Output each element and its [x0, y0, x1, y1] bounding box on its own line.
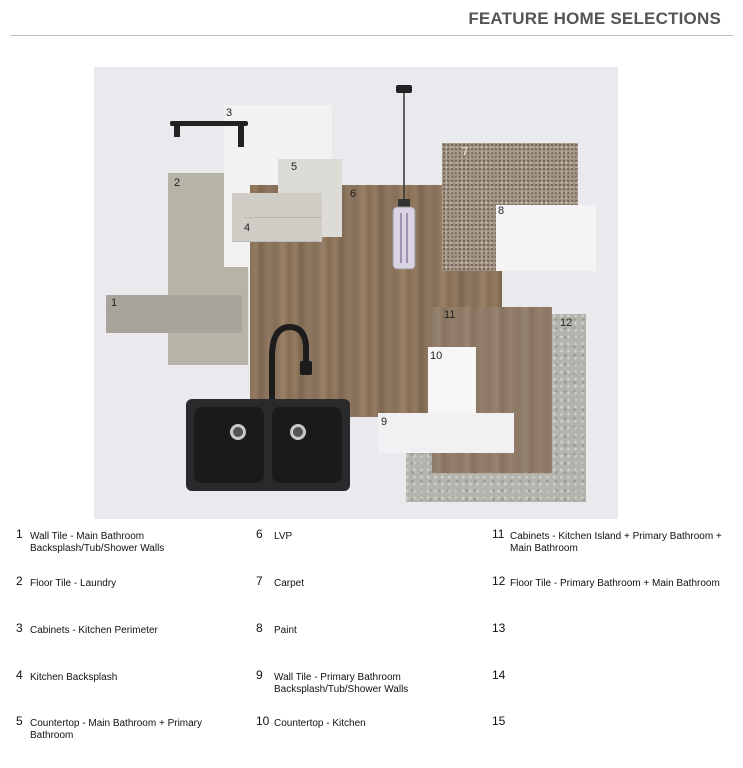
legend-item [492, 527, 730, 555]
legend-label: Wall Tile - Main Bathroom Backsplash/Tub/Shower Walls [30, 531, 165, 554]
legend-label: Wall Tile - Primary Bathroom Backsplash/Tub/Shower Walls [274, 672, 409, 695]
legend-number: 3 [16, 621, 23, 635]
legend-label [510, 718, 730, 730]
legend-item [492, 714, 730, 730]
swatch-number-5: 5 [291, 161, 298, 173]
legend-number: 14 [492, 668, 506, 682]
legend-item [492, 574, 738, 590]
legend-number: 4 [16, 668, 23, 682]
legend-item [492, 668, 730, 684]
legend-number: 15 [492, 714, 506, 728]
legend-number: 2 [16, 574, 23, 588]
backsplash-grout-line [244, 217, 322, 218]
swatch-number-7: 7 [462, 146, 469, 158]
sink-image [186, 399, 350, 491]
legend-number: 12 [492, 574, 506, 588]
legend-label: Floor Tile - Primary Bathroom + Main Bathroom [510, 578, 720, 589]
legend-label: Cabinets - Kitchen Island + Primary Bathroom + Main Bathroom [510, 531, 722, 554]
page-title: FEATURE HOME SELECTIONS [468, 9, 721, 28]
legend-item [16, 714, 210, 742]
swatch-number-1: 1 [111, 297, 118, 309]
title-divider [10, 35, 733, 36]
legend-label: Paint [274, 625, 297, 636]
legend-label: Carpet [274, 578, 305, 589]
legend-item [256, 714, 494, 730]
swatch-number-3: 3 [226, 107, 233, 119]
legend-item [256, 574, 494, 590]
legend-item [256, 668, 424, 696]
legend-number: 5 [16, 714, 23, 728]
legend-label: LVP [274, 531, 293, 542]
legend-label [510, 625, 730, 637]
legend-item [16, 574, 250, 590]
legend-label: Countertop - Main Bathroom + Primary Bathroom [30, 718, 203, 741]
legend-number: 11 [492, 527, 505, 541]
legend-number: 8 [256, 621, 263, 635]
legend-label [510, 672, 730, 684]
legend-label: Floor Tile - Laundry [30, 578, 117, 589]
selection-board [94, 67, 618, 519]
legend-number: 13 [492, 621, 506, 635]
legend-item [16, 668, 250, 684]
swatch-number-4: 4 [244, 222, 251, 234]
swatch-number-12: 12 [560, 317, 573, 329]
legend-number: 9 [256, 668, 263, 682]
swatch-number-6: 6 [350, 188, 357, 200]
swatch-number-8: 8 [498, 205, 505, 217]
swatch-8-paint [496, 205, 596, 271]
swatch-number-10: 10 [430, 350, 443, 362]
pendant-light-image [384, 83, 424, 273]
swatch-1-wall-tile [106, 295, 242, 333]
swatch-number-2: 2 [174, 177, 181, 189]
legend-item [492, 621, 730, 637]
legend-label: Kitchen Backsplash [30, 672, 118, 683]
legend-number: 1 [16, 527, 23, 541]
legend-item [256, 621, 494, 637]
legend-item [256, 527, 494, 543]
legend-number: 7 [256, 574, 263, 588]
legend-item [16, 527, 200, 555]
cabinet-pull-image [168, 117, 250, 151]
legend-label: Cabinets - Kitchen Perimeter [30, 625, 158, 636]
legend-number: 6 [256, 527, 263, 541]
swatch-9-wall-tile [378, 413, 514, 453]
legend-item [16, 621, 250, 637]
swatch-number-11: 11 [444, 309, 456, 321]
legend-number: 10 [256, 714, 270, 728]
legend-label: Countertop - Kitchen [274, 718, 366, 729]
swatch-number-9: 9 [381, 416, 388, 428]
